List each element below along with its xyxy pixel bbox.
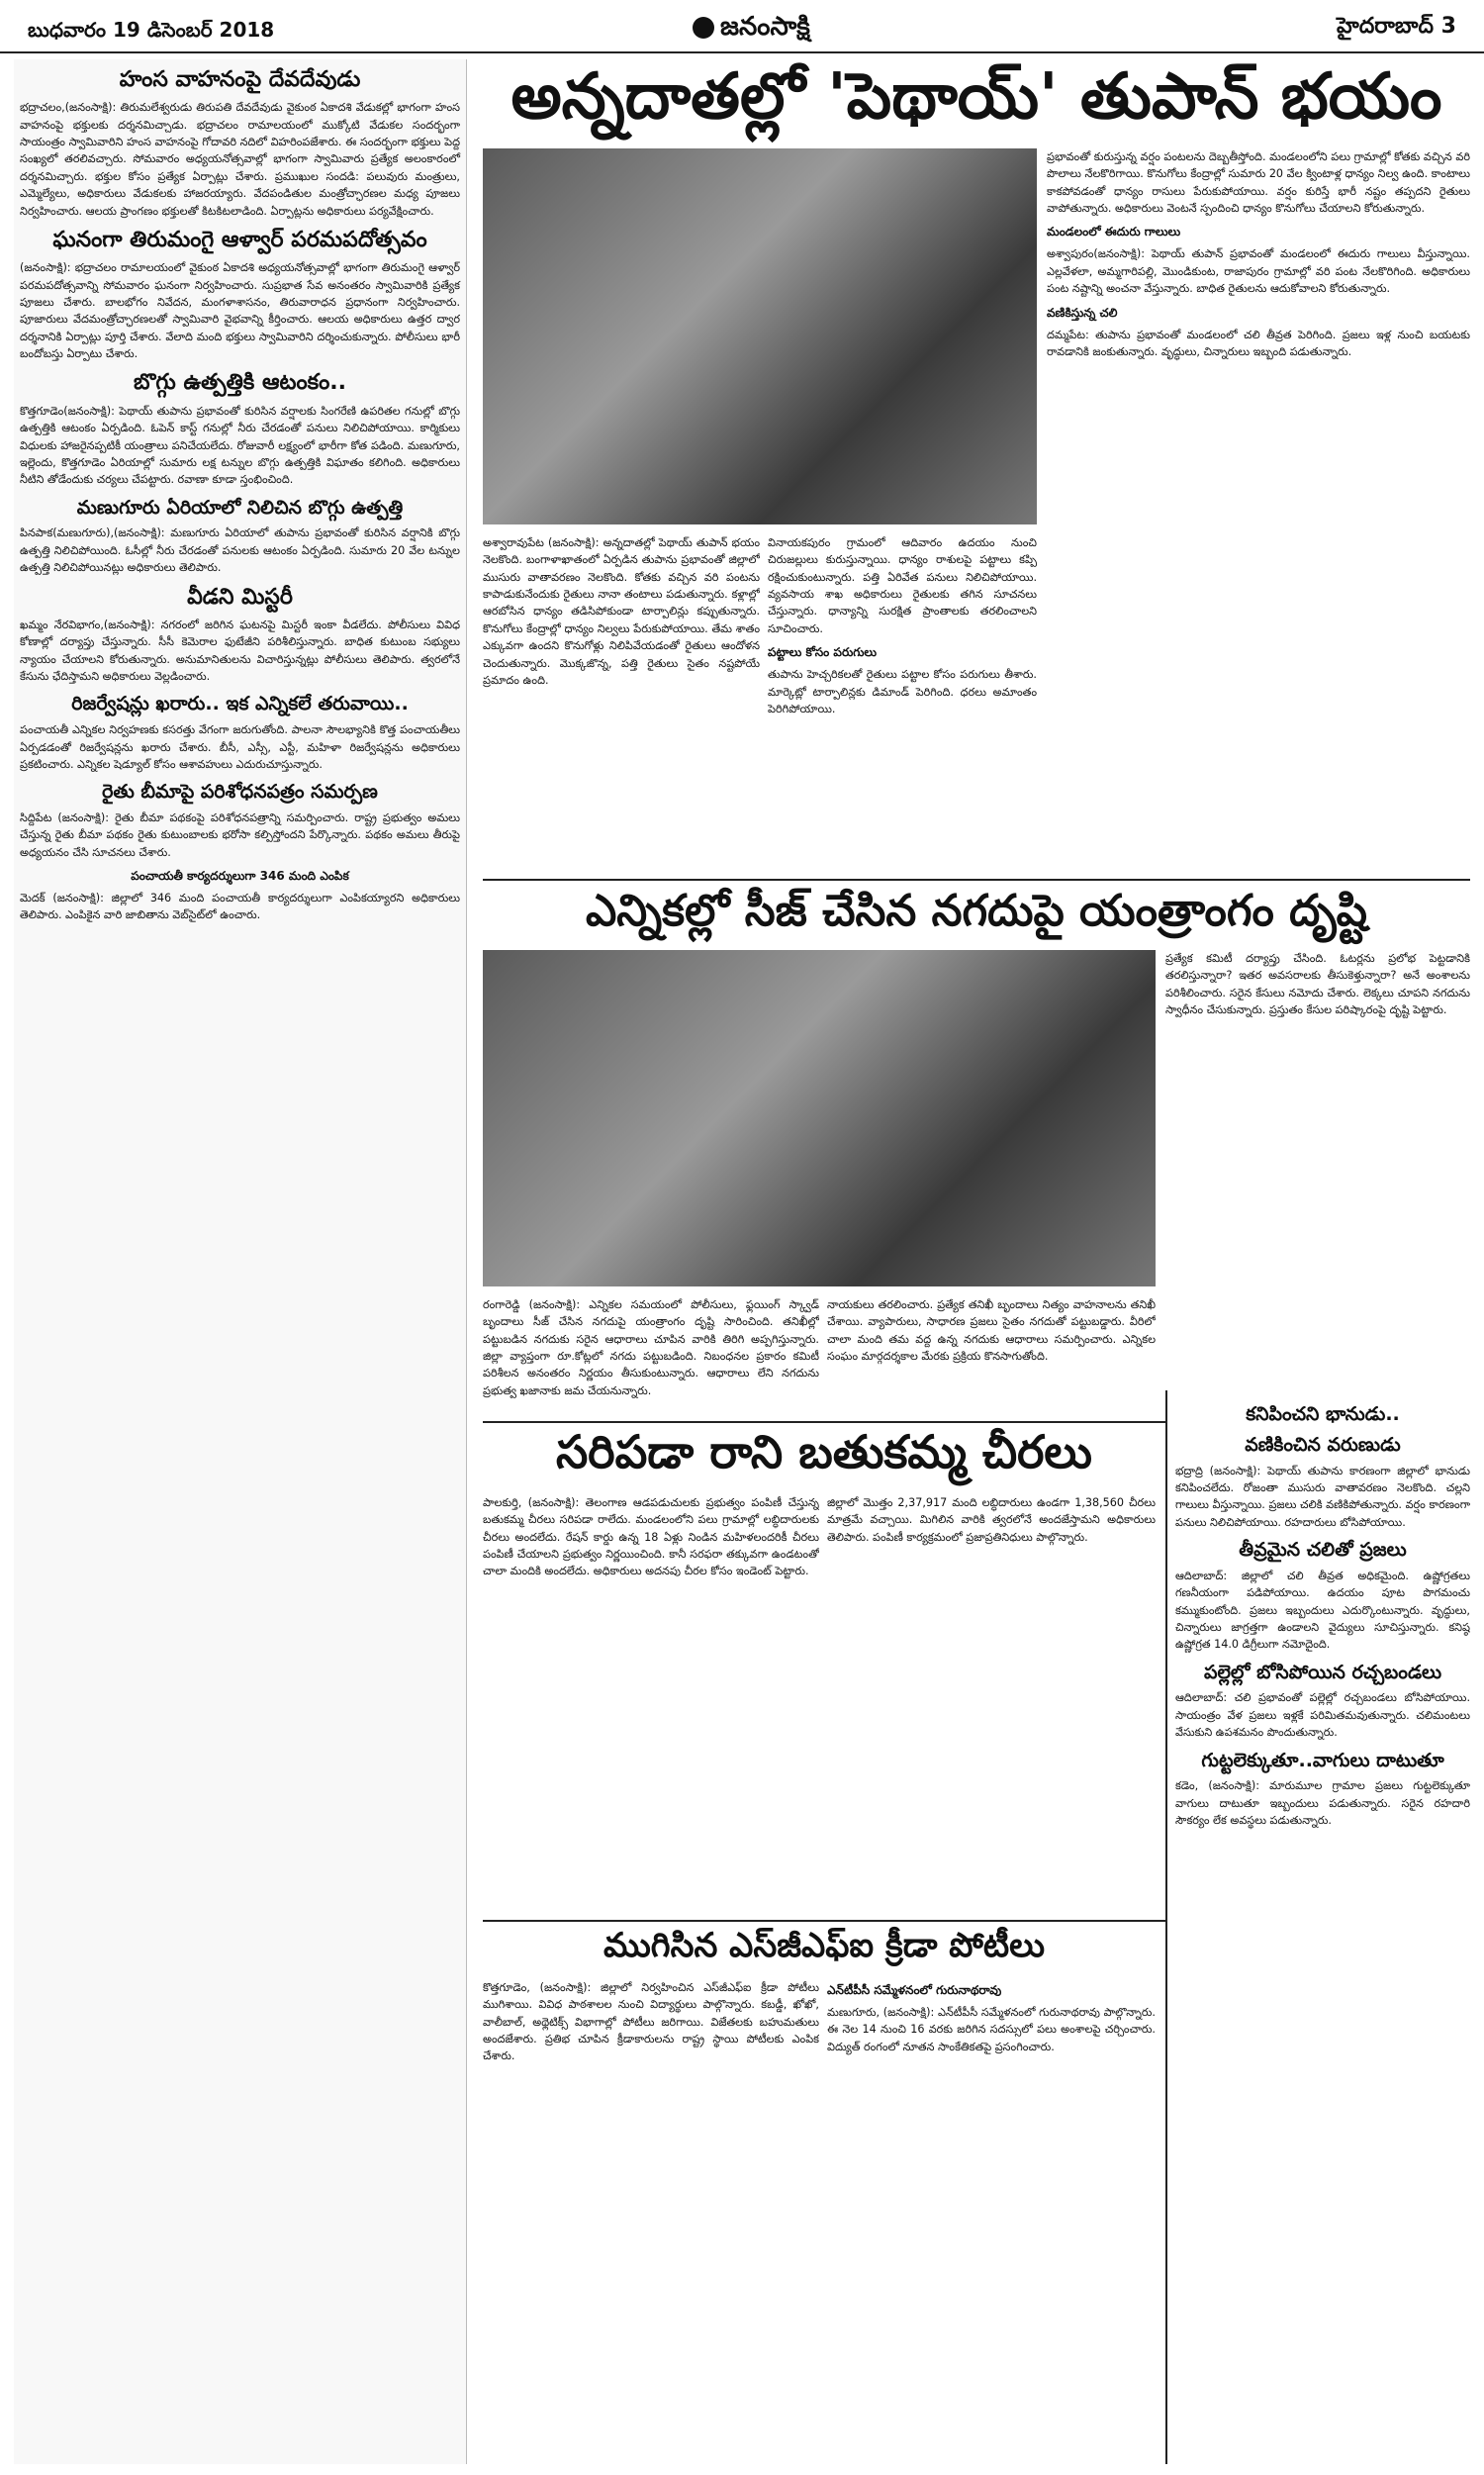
article-4-col-2 bbox=[827, 1979, 1156, 2464]
logo-text: జనంసాక్షి bbox=[720, 12, 810, 42]
article-title: కనిపించని భానుడు.. bbox=[1246, 1403, 1400, 1425]
article-1-col-1 bbox=[483, 534, 760, 871]
article-4-col-1 bbox=[483, 1979, 819, 2464]
article-title: బొగ్గు ఉత్పత్తికి ఆటంకం.. bbox=[134, 370, 346, 396]
issue-date: బుధవారం 19 డిసెంబర్ 2018 bbox=[28, 18, 275, 42]
article-2-col-2 bbox=[827, 1296, 1156, 1415]
edition-page: హైదరాబాద్ 3 bbox=[1337, 14, 1456, 39]
article-body: అశ్వారావుపేట (జనంసాక్షి): అన్నదాతల్లో పెథాయ్ తుపాన్ భయం నెలకొంది. బంగాళాఖాతంలో ఏర్పడిన తుపాను ప్రభావంతో జిల్లాలో ముసురు వాతావరణం నెలకొంది. కోతకు వచ్చిన వరి పంటను కాపాడుకునేందుకు రైతులు నానా తంటాలు పడుతున్నారు. కళ్లాల్లో ఆరబోసిన ధాన్యం తడిసిపోకుండా టార్పాలిన్లు కప్పుతున్నారు. కొనుగోలు కేంద్రాల్లో ధాన్యం నిల్వలు పేరుకుపోయాయి. తేమ శాతం ఎక్కువగా ఉందని కొనుగోళ్లు నిలిపివేయడంతో రైతులు ఆందోళన చెందుతున్నారు. మొక్కజొన్న, పత్తి రైతులు సైతం నష్టపోయే ప్రమాదం ఉంది. bbox=[483, 536, 760, 687]
sub-heading: ఎన్‌టీపీసీ సమ్మేళనంలో గురునాథరావు bbox=[827, 1983, 1002, 1997]
main-headline: అన్నదాతల్లో 'పెథాయ్' తుపాన్ భయం bbox=[510, 60, 1442, 134]
article-title: రిజర్వేషన్లు ఖరారు.. ఇక ఎన్నికలే తరువాయి.. bbox=[71, 693, 409, 715]
article-title: గుట్టలెక్కుతూ..వాగులు దాటుతూ bbox=[1201, 1749, 1444, 1771]
article-title: మణుగూరు ఏరియాలో నిలిచిన బొగ్గు ఉత్పత్తి bbox=[76, 496, 404, 519]
left-column bbox=[14, 59, 467, 2464]
article-1-col-2 bbox=[768, 534, 1037, 871]
article-body: వినాయకపురం గ్రామంలో ఆదివారం ఉదయం నుంచి చిరుజల్లులు కురుస్తున్నాయి. ధాన్యం రాశులపై పట్టాలు కప్పి రక్షించుకుంటున్నారు. పత్తి ఏరివేత పనులు నిలిచిపోయాయి. వ్యవసాయ శాఖ అధికారులు రైతులకు తగిన సూచనలు చేస్తున్నారు. ధాన్యాన్ని సురక్షిత ప్రాంతాలకు తరలించాలని సూచించారు. bbox=[768, 536, 1037, 635]
page-header bbox=[0, 0, 1484, 53]
article-title: తీవ్రమైన చలితో ప్రజలు bbox=[1239, 1539, 1407, 1562]
article-1-col-3 bbox=[1047, 148, 1470, 871]
article-body: జిల్లాలో మొత్తం 2,37,917 మంది లబ్ధిదారులు ఉండగా 1,38,560 చీరలు మాత్రమే వచ్చాయి. మిగిలిన వారికి త్వరలోనే అందజేస్తామని అధికారులు తెలిపారు. పంపిణీ కార్యక్రమంలో ప్రజాప్రతినిధులు పాల్గొన్నారు. bbox=[827, 1496, 1156, 1544]
article-body: పంచాయతీ ఎన్నికల నిర్వహణకు కసరత్తు వేగంగా జరుగుతోంది. పాలనా సౌలభ్యానికి కొత్త పంచాయతీలు ఏర్పడడంతో రిజర్వేషన్లను ఖరారు చేశారు. బీసీ, ఎస్సీ, ఎస్టీ, మహిళా రిజర్వేషన్లను అధికారులు ప్రకటించారు. ఎన్నికల షెడ్యూల్ కోసం ఆశావహులు ఎదురుచూస్తున్నారు. bbox=[20, 723, 460, 771]
article-body: పినపాక(మణుగూరు),(జనంసాక్షి): మణుగూరు ఏరియాలో తుపాను ప్రభావంతో కురిసిన వర్షానికి బొగ్గు ఉత్పత్తి నిలిచిపోయింది. ఓసీల్లో నీరు చేరడంతో పనులకు ఆటంకం ఏర్పడింది. సుమారు 20 వేల టన్నుల ఉత్పత్తి నిలిచిపోయినట్లు అధికారులు తెలిపారు. bbox=[20, 526, 460, 575]
article-body: భద్రాద్రి (జనంసాక్షి): పెథాయ్ తుపాను కారణంగా జిల్లాలో భానుడు కనిపించలేదు. రోజంతా ముసురు వాతావరణం నెలకొంది. చల్లని గాలులు వీస్తున్నాయి. ప్రజలు చలికి వణికిపోతున్నారు. వర్షం కారణంగా పనులు నిలిచిపోయాయి. రహదారులు బోసిపోయాయి. bbox=[1175, 1464, 1470, 1529]
article-body: మణుగూరు, (జనంసాక్షి): ఎన్‌టీపీసీ సమ్మేళనంలో గురునాథరావు పాల్గొన్నారు. ఈ నెల 14 నుంచి 16 వరకు జరిగిన సదస్సులో పలు అంశాలపై చర్చించారు. విద్యుత్ రంగంలో నూతన సాంకేతికతపై ప్రసంగించారు. bbox=[827, 2006, 1156, 2053]
logo-icon bbox=[693, 17, 714, 39]
divider bbox=[483, 1920, 1165, 1922]
divider bbox=[483, 879, 1470, 881]
article-body: (జనంసాక్షి): భద్రాచలం రామాలయంలో వైకుంఠ ఏకాదశి అధ్యయనోత్సవాల్లో భాగంగా తిరుమంగై ఆళ్వార్ పరమపదోత్సవాన్ని సోమవారం ఘనంగా నిర్వహించారు. సుప్రభాత సేవ అనంతరం స్వామివారికి ప్రత్యేక పూజలు చేశారు. బాలభోగం నివేదన, మంగళాశాసనం, తిరువారాధన ప్రధానంగా నిర్వహించారు. పూజారులు వేదమంత్రోచ్ఛారణలతో స్వామివారి వైభవాన్ని కీర్తించారు. ఆలయ అధికారులు ఉత్తర ద్వార దర్శనానికి ఏర్పాట్లు పూర్తి చేశారు. వేలాది మంది భక్తులు స్వామివారిని దర్శించుకున్నారు. పోలీసులు భారీ బందోబస్తు ఏర్పాటు చేశారు. bbox=[20, 261, 460, 361]
article-body: కడెం, (జనంసాక్షి): మారుమూల గ్రామాల ప్రజలు గుట్టలెక్కుతూ వాగులు దాటుతూ ఇబ్బందులు పడుతున్నారు. సరైన రహదారి సౌకర్యం లేక అవస్థలు పడుతున్నారు. bbox=[1175, 1779, 1470, 1828]
article-3-col-1 bbox=[483, 1494, 819, 1910]
article-2-col-1 bbox=[483, 1296, 819, 1415]
headline-cash-seized: ఎన్నికల్లో సీజ్ చేసిన నగదుపై యంత్రాంగం దృష్టి bbox=[585, 886, 1367, 936]
article-body: భద్రాచలం,(జనంసాక్షి): తిరుమలేశ్వరుడు తిరుపతి దేవదేవుడు వైకుంఠ ఏకాదశి వేడుకల్లో భాగంగా హంస వాహనంపై భక్తులకు దర్శనమిచ్చాడు. భద్రాచలం రామాలయంలో ముక్కోటి వేడుకల సందర్భంగా సాయంత్రం స్వామివారిని హంస వాహనంపై గోదావరి నదిలో విహరింపజేశారు. ఈ సందర్భంగా భక్తులు పెద్ద సంఖ్యలో తరలివచ్చారు. సోమవారం అధ్యయనోత్సవాల్లో భాగంగా స్వామివారు ప్రత్యేక అలంకారంలో దర్శనమిచ్చారు. భక్తుల కోసం ప్రత్యేక ఏర్పాట్లు చేశారు. ప్రముఖుల సందడి: పలువురు మంత్రులు, ఎమ్మెల్యేలు, అధికారులు వేడుకలకు హాజరయ్యారు. వేదపండితుల మంత్రోచ్ఛారణల మధ్య పూజలు నిర్వహించారు. ఆలయ ప్రాంగణం భక్తులతో కిటకిటలాడింది. ఏర్పాట్లను అధికారులు పర్యవేక్షించారు. bbox=[20, 101, 460, 218]
cash-counting-photo bbox=[483, 950, 1156, 1286]
column-divider bbox=[1165, 1390, 1167, 2464]
article-body: అశ్వాపురం(జనంసాక్షి): పెథాయ్ తుపాన్ ప్రభావంతో మండలంలో ఈదురు గాలులు వీస్తున్నాయి. ఎల్లవేళలా, అమ్మగారిపల్లి, మొండికుంట, రాజాపురం గ్రామాల్లో వరి పంట నేలకొరిగింది. అధికారులు పంట నష్టాన్ని అంచనా వేస్తున్నారు. బాధిత రైతులను ఆదుకోవాలని కోరుతున్నారు. bbox=[1047, 247, 1470, 296]
article-title: ఘనంగా తిరుమంగై ఆళ్వార్ పరమపదోత్సవం bbox=[52, 227, 427, 252]
article-body: ఖమ్మం నేరవిభాగం,(జనంసాక్షి): నగరంలో జరిగిన ఘటనపై మిస్టరీ ఇంకా వీడలేదు. పోలీసులు వివిధ కోణాల్లో దర్యాప్తు చేస్తున్నారు. సీసీ కెమెరాల ఫుటేజీని పరిశీలిస్తున్నారు. బాధిత కుటుంబ సభ్యులు న్యాయం చేయాలని కోరుతున్నారు. అనుమానితులను విచారిస్తున్నట్లు పోలీసులు తెలిపారు. త్వరలోనే కేసును ఛేదిస్తామని అధికారులు వెల్లడించారు. bbox=[20, 618, 460, 683]
sub-heading: పంచాయతీ కార్యదర్శులుగా 346 మంది ఎంపిక bbox=[131, 869, 349, 884]
article-body: దమ్మపేట: తుపాను ప్రభావంతో మండలంలో చలి తీవ్రత పెరిగింది. ప్రజలు ఇళ్ల నుంచి బయటకు రావడానికి జంకుతున్నారు. వృద్ధులు, చిన్నారులు ఇబ్బంది పడుతున్నారు. bbox=[1047, 328, 1470, 358]
paddy-heaps-photo bbox=[483, 148, 1037, 524]
article-body: ఆదిలాబాద్: చలి ప్రభావంతో పల్లెల్లో రచ్చబండలు బోసిపోయాయి. సాయంత్రం వేళ ప్రజలు ఇళ్లకే పరిమితమవుతున్నారు. చలిమంటలు వేసుకుని ఉపశమనం పొందుతున్నారు. bbox=[1175, 1691, 1470, 1740]
article-body: పాలకుర్తి, (జనంసాక్షి): తెలంగాణ ఆడపడుచులకు ప్రభుత్వం పంపిణీ చేస్తున్న బతుకమ్మ చీరలు సరిపడా రాలేదు. మండలంలోని పలు గ్రామాల్లో లబ్ధిదారులకు చీరలు అందలేదు. రేషన్ కార్డు ఉన్న 18 ఏళ్లు నిండిన మహిళలందరికీ చీరలు పంపిణీ చేయాలని ప్రభుత్వం నిర్ణయించింది. కానీ సరఫరా తక్కువగా ఉండటంతో చాలా మందికి అందలేదు. అధికారులు అదనపు చీరల కోసం ఇండెంట్ పెట్టారు. bbox=[483, 1496, 819, 1578]
masthead-logo bbox=[693, 12, 810, 48]
article-body: సిద్దిపేట (జనంసాక్షి): రైతు బీమా పథకంపై పరిశోధనపత్రాన్ని సమర్పించారు. రాష్ట్ర ప్రభుత్వం అమలు చేస్తున్న రైతు బీమా పథకం రైతు కుటుంబాలకు భరోసా కల్పిస్తోందని పేర్కొన్నారు. పథకం అమలు తీరుపై అధ్యయనం చేసి సూచనలు చేశారు. bbox=[20, 811, 460, 859]
article-body: ఆదిలాబాద్: జిల్లాలో చలి తీవ్రత అధికమైంది. ఉష్ణోగ్రతలు గణనీయంగా పడిపోయాయి. ఉదయం పూట పొగమంచు కమ్ముకుంటోంది. ప్రజలు ఇబ్బందులు ఎదుర్కొంటున్నారు. వృద్ధులు, చిన్నారులు జాగ్రత్తగా ఉండాలని వైద్యులు సూచిస్తున్నారు. కనిష్ఠ ఉష్ణోగ్రత 14.0 డిగ్రీలుగా నమోదైంది. bbox=[1175, 1569, 1470, 1652]
headline-bathukamma: సరిపడా రాని బతుకమ్మ చీరలు bbox=[556, 1425, 1092, 1478]
article-title: వీడని మిస్టరీ bbox=[187, 584, 293, 610]
article-body: కొత్తగూడెం(జనంసాక్షి): పెథాయ్ తుపాను ప్రభావంతో కురిసిన వర్షాలకు సింగరేణి ఉపరితల గనుల్లో బొగ్గు ఉత్పత్తికి ఆటంకం ఏర్పడింది. ఓపెన్ కాస్ట్ గనుల్లో నీరు చేరడంతో పనులు నిలిచిపోయాయి. కార్మికులు విధులకు హాజరైనప్పటికీ యంత్రాలు పనిచేయలేదు. రోజువారీ లక్ష్యంలో భారీగా కోత పడింది. మణుగూరు, ఇల్లెందు, కొత్తగూడెం ఏరియాల్లో సుమారు లక్ష టన్నుల బొగ్గు ఉత్పత్తికి విఘాతం కలిగింది. అధికారులు నీటిని తోడేందుకు చర్యలు చేపట్టారు. రవాణా కూడా స్తంభించింది. bbox=[20, 404, 460, 487]
article-body: ప్రత్యేక కమిటీ దర్యాప్తు చేసింది. ఓటర్లను ప్రలోభ పెట్టడానికి తరలిస్తున్నారా? ఇతర అవసరాలకు తీసుకెళ్తున్నారా? అనే అంశాలను పరిశీలించారు. సరైన కేసులు నమోదు చేశారు. లెక్కలు చూపని నగదును స్వాధీనం చేసుకున్నారు. ప్రస్తుతం కేసుల పరిష్కారంపై దృష్టి పెట్టారు. bbox=[1165, 952, 1470, 1017]
sub-heading: పట్టాలు కోసం పరుగులు bbox=[768, 645, 878, 660]
article-body: కొత్తగూడెం, (జనంసాక్షి): జిల్లాలో నిర్వహించిన ఎస్‌జీఎఫ్ఐ క్రీడా పోటీలు ముగిశాయి. వివిధ పాఠశాలల నుంచి విద్యార్థులు పాల్గొన్నారు. కబడ్డీ, ఖోఖో, వాలీబాల్, అథ్లెటిక్స్ విభాగాల్లో పోటీలు జరిగాయి. విజేతలకు బహుమతులు అందజేశారు. ప్రతిభ చూపిన క్రీడాకారులను రాష్ట్ర స్థాయి పోటీలకు ఎంపిక చేశారు. bbox=[483, 1981, 819, 2063]
article-body: రంగారెడ్డి (జనంసాక్షి): ఎన్నికల సమయంలో పోలీసులు, ఫ్లయింగ్ స్క్వాడ్ బృందాలు సీజ్ చేసిన నగదుపై యంత్రాంగం దృష్టి సారించింది. తనిఖీల్లో పట్టుబడిన నగదుకు సరైన ఆధారాలు చూపిన వారికి తిరిగి అప్పగిస్తున్నారు. జిల్లా వ్యాప్తంగా రూ.కోట్లలో నగదు పట్టుబడింది. నిబంధనల ప్రకారం కమిటీ పరిశీలన అనంతరం నిర్ణయం తీసుకుంటున్నారు. ఆధారాలు లేని నగదును ప్రభుత్వ ఖజానాకు జమ చేయనున్నారు. bbox=[483, 1298, 819, 1397]
sub-heading: వణికిస్తున్న చలి bbox=[1047, 305, 1118, 320]
article-title: వణికించిన వరుణుడు bbox=[1245, 1433, 1401, 1456]
article-body: ప్రభావంతో కురుస్తున్న వర్షం పంటలను దెబ్బతీస్తోంది. మండలంలోని పలు గ్రామాల్లో కోతకు వచ్చిన వరి పొలాలు నేలకొరిగాయి. కొనుగోలు కేంద్రాల్లో సుమారు 20 వేల క్వింటాళ్ల ధాన్యం నిల్వ ఉంది. కాంటాలు కాకపోవడంతో ధాన్యం రాసులు పేరుకుపోయాయి. వర్షం కురిస్తే భారీ నష్టం తప్పదని రైతులు వాపోతున్నారు. అధికారులు వెంటనే స్పందించి ధాన్యం కొనుగోలు చేయాలని కోరుతున్నారు. bbox=[1047, 150, 1470, 216]
divider bbox=[483, 1421, 1165, 1423]
headline-sgfi: ముగిసిన ఎస్‌జీఎఫ్ఐ క్రీడా పోటీలు bbox=[603, 1926, 1045, 1965]
sub-heading: మండలంలో ఈదురు గాలులు bbox=[1047, 225, 1181, 239]
article-2-col-3 bbox=[1165, 950, 1470, 1385]
article-title: రైతు బీమాపై పరిశోధనపత్రం సమర్పణ bbox=[102, 781, 378, 804]
right-column bbox=[1175, 1395, 1470, 2464]
article-3-col-2 bbox=[827, 1494, 1156, 1910]
article-body: తుపాను హెచ్చరికలతో రైతులు పట్టాల కోసం పరుగులు తీశారు. మార్కెట్లో టార్పాలిన్లకు డిమాండ్ పెరిగింది. ధరలు అమాంతం పెరిగిపోయాయి. bbox=[768, 668, 1037, 715]
article-title: హంస వాహనంపై దేవదేవుడు bbox=[119, 67, 361, 92]
article-body: మెదక్ (జనంసాక్షి): జిల్లాలో 346 మంది పంచాయతీ కార్యదర్శులుగా ఎంపికయ్యారని అధికారులు తెలిపారు. ఎంపికైన వారి జాబితాను వెబ్‌సైట్‌లో ఉంచారు. bbox=[20, 892, 460, 922]
article-title: పల్లెల్లో బోసిపోయిన రచ్చబండలు bbox=[1203, 1661, 1442, 1683]
article-body: నాయకులు తరలించారు. ప్రత్యేక తనిఖీ బృందాలు నిత్యం వాహనాలను తనిఖీ చేశాయి. వ్యాపారులు, సాధారణ ప్రజలు సైతం నగదుతో పట్టుబడ్డారు. వీరిలో చాలా మంది తమ వద్ద ఉన్న నగదుకు ఆధారాలు సమర్పించారు. ఎన్నికల సంఘం మార్గదర్శకాల మేరకు ప్రక్రియ కొనసాగుతోంది. bbox=[827, 1298, 1156, 1364]
